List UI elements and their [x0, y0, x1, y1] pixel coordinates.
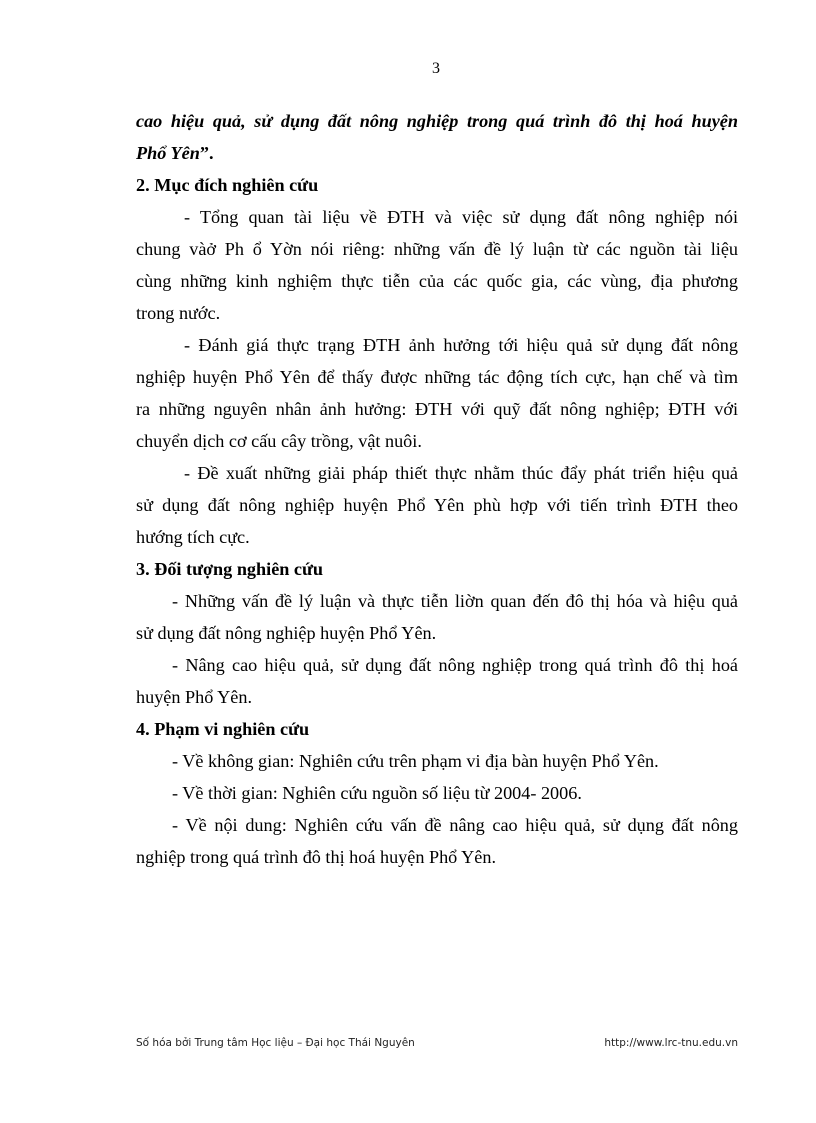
paragraph-line: ra những nguyên nhân ảnh hưởng: ĐTH với quỹ đất nông nghiệp; ĐTH với	[136, 399, 738, 419]
scope-item-time: - Về thời gian: Nghiên cứu nguồn số liệu từ 2004- 2006.	[172, 783, 582, 803]
section-heading-scope: 4. Phạm vi nghiên cứu	[136, 719, 310, 739]
paragraph-line: - Những vấn đề lý luận và thực tiễn liờn quan đến đô thị hóa và hiệu quả	[172, 591, 738, 611]
title-closing-quote: ”.	[199, 143, 214, 163]
paragraph-line: - Đề xuất những giải pháp thiết thực nhằm thúc đẩy phát triển hiệu quả	[184, 463, 738, 483]
paragraph-line: - Tổng quan tài liệu về ĐTH và việc sử dụng đất nông nghiệp nói	[184, 207, 738, 227]
section-heading-subject: 3. Đối tượng nghiên cứu	[136, 559, 324, 579]
page-footer	[136, 1037, 738, 1049]
paragraph-line: huyện Phổ Yên.	[136, 687, 253, 707]
paragraph-line: cùng những kinh nghiệm thực tiễn của các quốc gia, các vùng, địa phương	[136, 271, 738, 291]
footer-url: http://www.lrc-tnu.edu.vn	[604, 1037, 738, 1049]
scope-item-content: - Về nội dung: Nghiên cứu vấn đề nâng cao hiệu quả, sử dụng đất nông	[172, 815, 738, 835]
paragraph-line: nghiệp trong quá trình đô thị hoá huyện Phổ Yên.	[136, 847, 496, 867]
paragraph-line: hướng tích cực.	[136, 527, 250, 547]
scope-item-space: - Về không gian: Nghiên cứu trên phạm vi địa bàn huyện Phổ Yên.	[172, 751, 659, 771]
footer-source: Số hóa bởi Trung tâm Học liệu – Đại học Thái Nguyên	[136, 1037, 415, 1049]
paragraph-line: chung vàở Ph ổ Yờn nói riêng: những vấn đề lý luận từ các nguồn tài liệu	[136, 239, 738, 259]
page-number: 3	[432, 60, 440, 77]
document-body	[136, 105, 738, 873]
paragraph-line: chuyển dịch cơ cấu cây trồng, vật nuôi.	[136, 431, 422, 451]
title-italic-segment: Phổ Yên	[136, 143, 200, 163]
paragraph-line: nghiệp huyện Phổ Yên để thấy được những tác động tích cực, hạn chế và tìm	[136, 367, 738, 387]
section-heading-purpose: 2. Mục đích nghiên cứu	[136, 175, 319, 195]
paragraph-line: sử dụng đất nông nghiệp huyện Phổ Yên.	[136, 623, 437, 643]
paragraph-line: - Đánh giá thực trạng ĐTH ảnh hưởng tới hiệu quả sử dụng đất nông	[184, 335, 738, 355]
title-continuation-line1: cao hiệu quả, sử dụng đất nông nghiệp trong quá trình đô thị hoá huyện	[136, 111, 738, 131]
paragraph-line: - Nâng cao hiệu quả, sử dụng đất nông nghiệp trong quá trình đô thị hoá	[172, 655, 738, 675]
title-continuation-line2	[136, 137, 738, 169]
paragraph-line: sử dụng đất nông nghiệp huyện Phổ Yên phù hợp với tiến trình ĐTH theo	[136, 495, 738, 515]
paragraph-line: trong nước.	[136, 303, 221, 323]
